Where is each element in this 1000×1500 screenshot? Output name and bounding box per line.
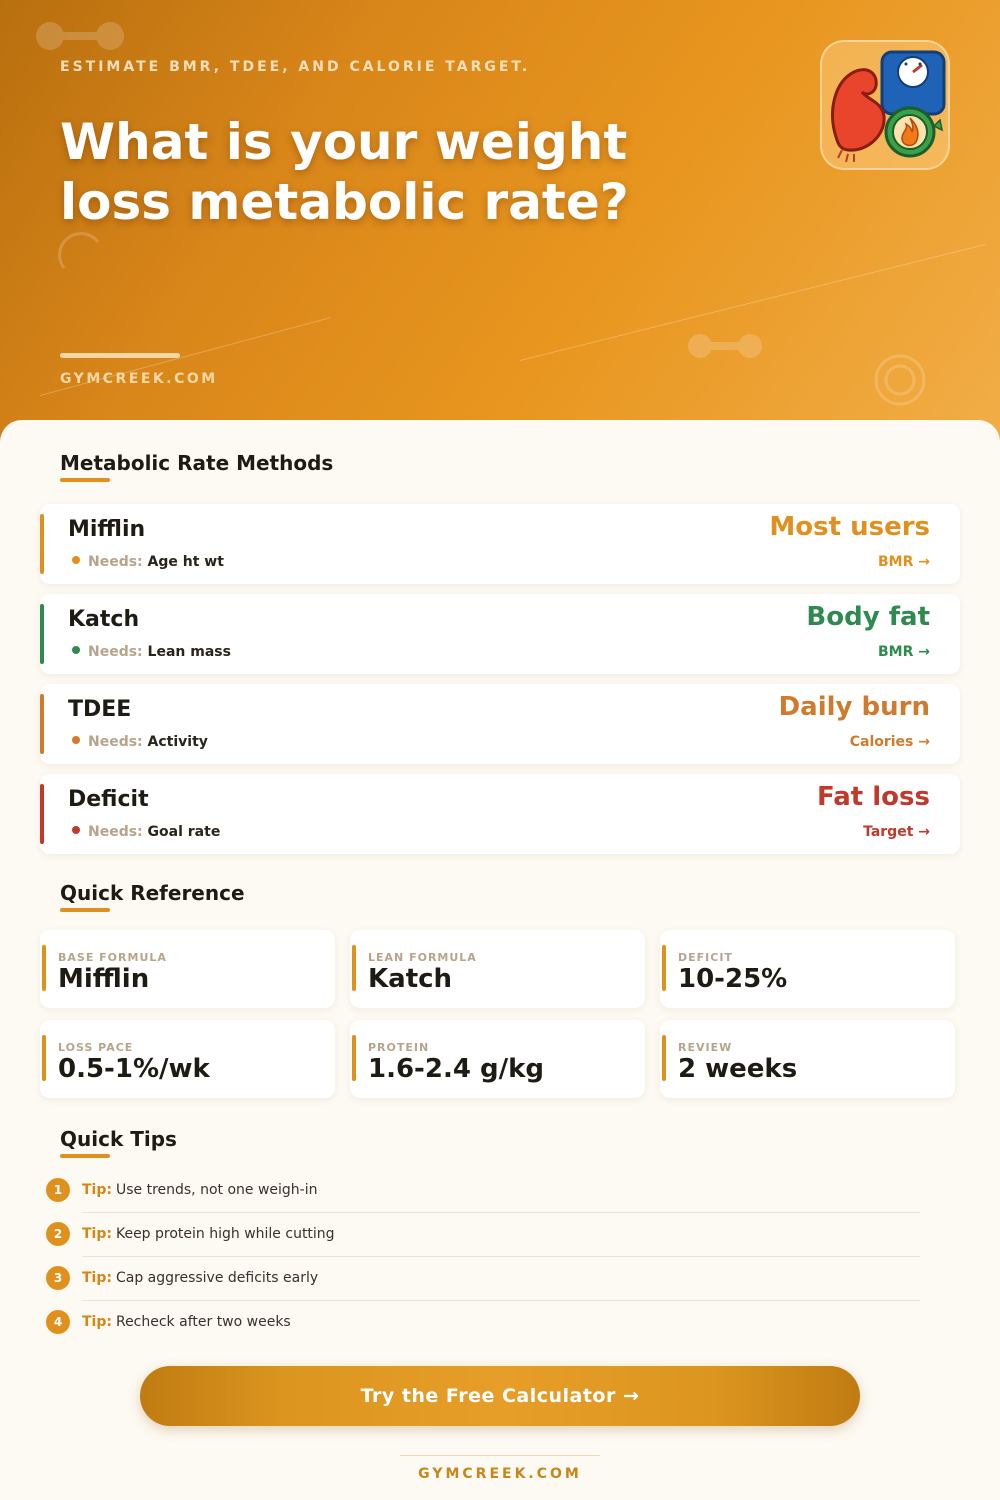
stat-card: [350, 1020, 645, 1098]
bullet-icon: [72, 736, 80, 744]
tip-prefix: Tip:: [82, 1270, 112, 1286]
title-rule: [60, 353, 180, 358]
card-accent: [42, 945, 46, 991]
stat-value: 1.6-2.4 g/kg: [368, 1054, 544, 1084]
method-link[interactable]: Calories →: [849, 734, 930, 750]
card-accent: [662, 1035, 666, 1081]
method-name: TDEE: [68, 697, 132, 722]
method-card-mifflin[interactable]: [40, 504, 960, 584]
section-title-reference: Quick Reference: [60, 881, 245, 905]
method-needs: [72, 644, 231, 660]
dumbbell-decoration-icon: [686, 332, 764, 360]
muscle-scale-fire-icon: [822, 42, 952, 172]
method-card-tdee[interactable]: [40, 684, 960, 764]
stat-label: BASE FORMULA: [58, 951, 167, 964]
app-logo: [820, 40, 950, 170]
stat-value: Mifflin: [58, 964, 150, 994]
tip-prefix: Tip:: [82, 1226, 112, 1242]
bullet-icon: [72, 826, 80, 834]
method-card-deficit[interactable]: [40, 774, 960, 854]
needs-label: Needs:: [88, 734, 143, 750]
section-underline: [60, 478, 110, 482]
tip-prefix: Tip:: [82, 1182, 112, 1198]
stat-label: REVIEW: [678, 1041, 733, 1054]
footer-site-link[interactable]: GYMCREEK.COM: [418, 1466, 582, 1482]
tip-number-badge: 3: [46, 1266, 70, 1290]
tip-item: [46, 1221, 926, 1265]
needs-value: Lean mass: [147, 644, 231, 660]
method-tag: Most users: [769, 512, 930, 542]
card-accent: [40, 604, 44, 664]
needs-value: Goal rate: [147, 824, 221, 840]
page-title: What is your weight loss metabolic rate?: [60, 113, 629, 231]
method-name: Deficit: [68, 787, 149, 812]
needs-label: Needs:: [88, 824, 143, 840]
tip-text: [82, 1226, 335, 1242]
method-tag: Fat loss: [817, 782, 930, 812]
method-link[interactable]: Target →: [863, 824, 930, 840]
stat-card: [40, 1020, 335, 1098]
stat-card: [40, 930, 335, 1008]
card-accent: [42, 1035, 46, 1081]
tip-prefix: Tip:: [82, 1314, 112, 1330]
tip-body: Use trends, not one weigh-in: [115, 1182, 318, 1198]
card-accent: [662, 945, 666, 991]
stat-card: [350, 930, 645, 1008]
hero-eyebrow: ESTIMATE BMR, TDEE, AND CALORIE TARGET.: [60, 59, 531, 75]
try-calculator-button[interactable]: Try the Free Calculator →: [140, 1366, 860, 1426]
tip-body: Cap aggressive deficits early: [115, 1270, 319, 1286]
tip-text: [82, 1314, 291, 1330]
stat-label: PROTEIN: [368, 1041, 430, 1054]
stat-card: [660, 930, 955, 1008]
card-accent: [40, 694, 44, 754]
stat-label: LOSS PACE: [58, 1041, 134, 1054]
stat-label: LEAN FORMULA: [368, 951, 477, 964]
bullet-icon: [72, 646, 80, 654]
card-accent: [352, 945, 356, 991]
tip-number-badge: 4: [46, 1310, 70, 1334]
card-accent: [40, 514, 44, 574]
arc-decoration-icon: [56, 228, 106, 278]
section-title-tips: Quick Tips: [60, 1127, 177, 1151]
method-name: Katch: [68, 607, 140, 632]
bullet-icon: [72, 556, 80, 564]
section-underline: [60, 1154, 110, 1158]
stat-value: Katch: [368, 964, 453, 994]
method-needs: [72, 824, 220, 840]
stat-value: 2 weeks: [678, 1054, 798, 1084]
tip-item: [46, 1309, 926, 1353]
tip-text: [82, 1182, 318, 1198]
method-needs: [72, 554, 224, 570]
stat-card: [660, 1020, 955, 1098]
needs-value: Age ht wt: [147, 554, 224, 570]
divider: [82, 1256, 920, 1257]
method-tag: Daily burn: [778, 692, 930, 722]
section-underline: [60, 908, 110, 912]
method-link[interactable]: BMR →: [878, 554, 930, 570]
tip-item: [46, 1177, 926, 1221]
method-card-katch[interactable]: [40, 594, 960, 674]
section-title-methods: Metabolic Rate Methods: [60, 451, 334, 475]
divider: [82, 1212, 920, 1213]
method-needs: [72, 734, 208, 750]
tip-body: Recheck after two weeks: [115, 1314, 291, 1330]
method-tag: Body fat: [806, 602, 930, 632]
ring-decoration-icon: [872, 352, 928, 408]
tip-number-badge: 2: [46, 1222, 70, 1246]
tip-item: [46, 1265, 926, 1309]
method-link[interactable]: BMR →: [878, 644, 930, 660]
tip-text: [82, 1270, 318, 1286]
hero-banner: [0, 0, 1000, 460]
footer-divider: [400, 1455, 600, 1456]
card-accent: [352, 1035, 356, 1081]
stat-value: 10-25%: [678, 964, 788, 994]
needs-label: Needs:: [88, 644, 143, 660]
stat-label: DEFICIT: [678, 951, 733, 964]
tip-number-badge: 1: [46, 1178, 70, 1202]
card-accent: [40, 784, 44, 844]
needs-value: Activity: [147, 734, 208, 750]
method-name: Mifflin: [68, 517, 146, 542]
needs-label: Needs:: [88, 554, 143, 570]
stat-value: 0.5-1%/wk: [58, 1054, 210, 1084]
divider: [82, 1300, 920, 1301]
dumbbell-decoration-icon: [34, 20, 126, 52]
hero-site-label: GYMCREEK.COM: [60, 371, 218, 387]
tip-body: Keep protein high while cutting: [115, 1226, 335, 1242]
